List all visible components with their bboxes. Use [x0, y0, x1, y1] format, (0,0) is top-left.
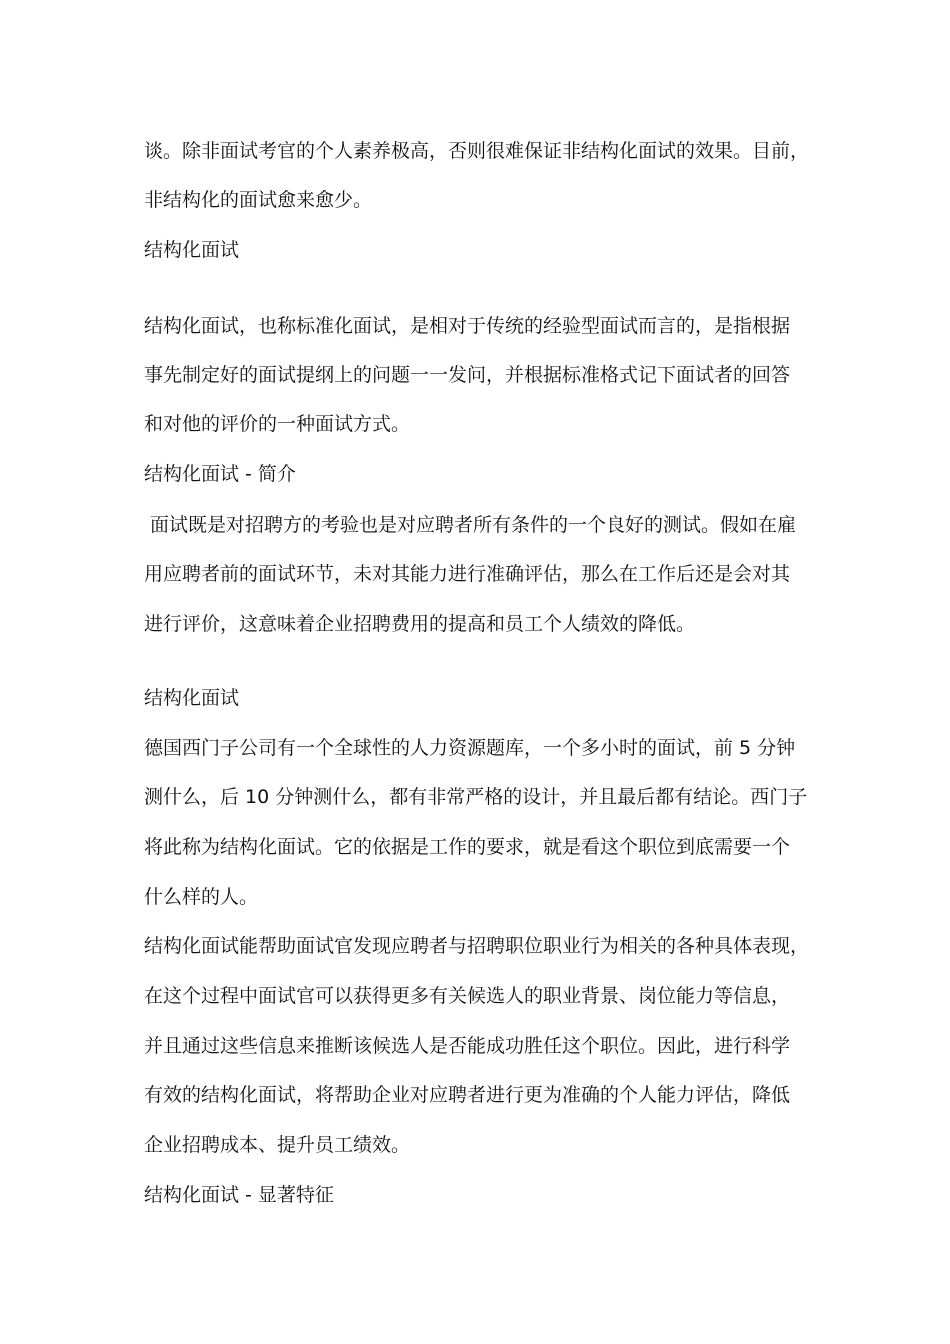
- text-line: 德国西门子公司有一个全球性的人力资源题库，一个多小时的面试，前 5 分钟: [144, 737, 796, 759]
- text-line: 面试既是对招聘方的考验也是对应聘者所有条件的一个良好的测试。假如在雇: [144, 514, 797, 536]
- text-line: 非结构化的面试愈来愈少。: [144, 189, 373, 211]
- text-line: 企业招聘成本、提升员工绩效。: [144, 1134, 411, 1156]
- section-heading: 结构化面试: [144, 239, 240, 261]
- text-line: 测什么，后 10 分钟测什么，都有非常严格的设计，并且最后都有结论。西门子: [144, 786, 808, 808]
- text-line: 并且通过这些信息来推断该候选人是否能成功胜任这个职位。因此，进行科学: [144, 1035, 791, 1057]
- text-line: 有效的结构化面试，将帮助企业对应聘者进行更为准确的个人能力评估，降低: [144, 1084, 791, 1106]
- text-line: 结构化面试能帮助面试官发现应聘者与招聘职位职业行为相关的各种具体表现，: [144, 935, 810, 957]
- section-heading: 结构化面试: [144, 687, 240, 709]
- text-line: 进行评价，这意味着企业招聘费用的提高和员工个人绩效的降低。: [144, 613, 696, 635]
- text-line: 在这个过程中面试官可以获得更多有关候选人的职业背景、岗位能力等信息，: [144, 985, 791, 1007]
- text-line: 谈。除非面试考官的个人素养极高，否则很难保证非结构化面试的效果。目前，: [144, 140, 810, 162]
- text-line: 将此称为结构化面试。它的依据是工作的要求，就是看这个职位到底需要一个: [144, 836, 791, 858]
- text-line: 事先制定好的面试提纲上的问题一一发问，并根据标准格式记下面试者的回答: [144, 364, 791, 386]
- section-heading: 结构化面试 - 简介: [144, 463, 296, 485]
- text-line: 结构化面试，也称标准化面试，是相对于传统的经验型面试而言的，是指根据: [144, 315, 791, 337]
- text-line: 用应聘者前的面试环节，未对其能力进行准确评估，那么在工作后还是会对其: [144, 563, 791, 585]
- text-line: 和对他的评价的一种面试方式。: [144, 413, 411, 435]
- text-line: 什么样的人。: [144, 886, 259, 908]
- section-heading: 结构化面试 - 显著特征: [144, 1184, 334, 1206]
